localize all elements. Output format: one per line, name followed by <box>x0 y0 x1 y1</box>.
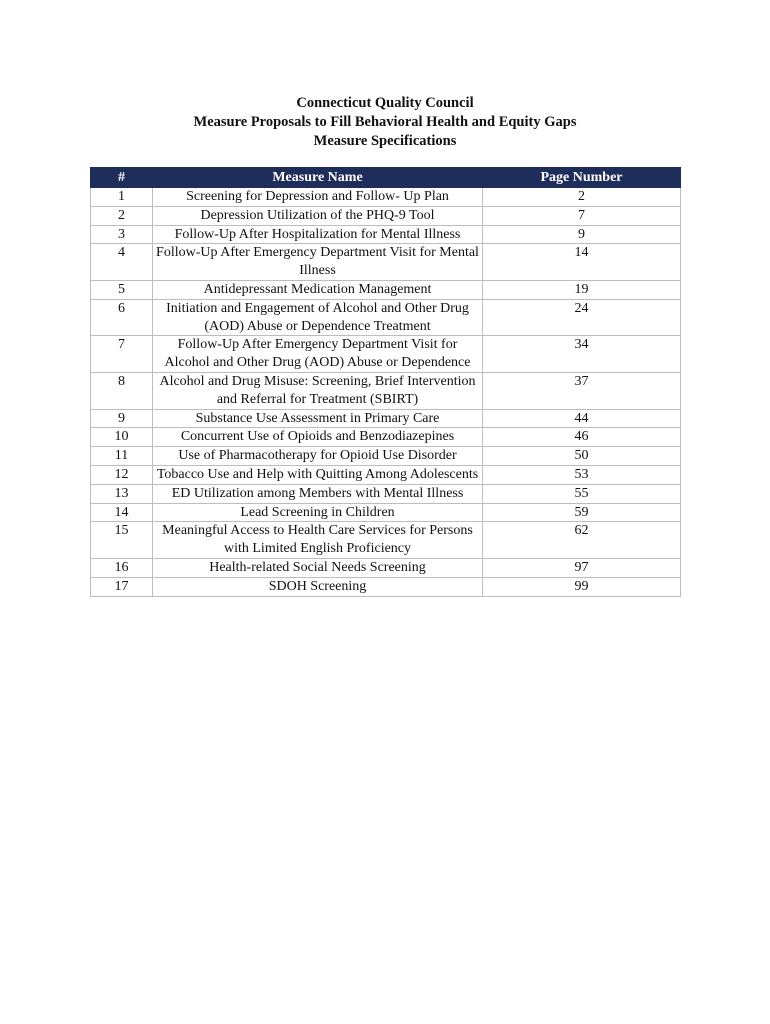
measure-name: ED Utilization among Members with Mental Illness <box>153 484 483 503</box>
measure-name: Follow-Up After Emergency Department Visit for Alcohol and Other Drug (AOD) Abuse or Dependence <box>153 336 483 373</box>
measure-name: Follow-Up After Hospitalization for Mental Illness <box>153 225 483 244</box>
table-row <box>91 188 681 207</box>
council-title: Connecticut Quality Council <box>296 95 474 111</box>
measure-name: Health-related Social Needs Screening <box>153 558 483 577</box>
measure-page-number: 24 <box>483 299 681 336</box>
measure-number: 1 <box>91 188 153 207</box>
measure-number: 5 <box>91 280 153 299</box>
measure-number: 13 <box>91 484 153 503</box>
measure-name: Use of Pharmacotherapy for Opioid Use Disorder <box>153 447 483 466</box>
measure-number: 8 <box>91 372 153 409</box>
measure-name: Lead Screening in Children <box>153 503 483 522</box>
measure-name: Meaningful Access to Health Care Services for Persons with Limited English Proficiency <box>153 522 483 559</box>
measure-page-number: 59 <box>483 503 681 522</box>
measure-page-number: 46 <box>483 428 681 447</box>
measure-page-number: 34 <box>483 336 681 373</box>
measure-number: 4 <box>91 244 153 281</box>
measure-page-number: 37 <box>483 372 681 409</box>
table-row <box>91 484 681 503</box>
document-title: Measure Proposals to Fill Behavioral Health and Equity Gaps <box>193 114 577 130</box>
measure-name: Alcohol and Drug Misuse: Screening, Brief Intervention and Referral for Treatment (SBIRT) <box>153 372 483 409</box>
measure-name: Follow-Up After Emergency Department Visit for Mental Illness <box>153 244 483 281</box>
table-row <box>91 244 681 281</box>
measure-page-number: 44 <box>483 409 681 428</box>
measure-number: 12 <box>91 465 153 484</box>
measure-page-number: 99 <box>483 577 681 596</box>
measure-page-number: 55 <box>483 484 681 503</box>
measure-name: Depression Utilization of the PHQ-9 Tool <box>153 206 483 225</box>
table-row <box>91 465 681 484</box>
document-header <box>0 94 770 151</box>
column-header-number: # <box>91 168 153 188</box>
document-subtitle: Measure Specifications <box>313 133 457 149</box>
table-header-row <box>91 168 681 188</box>
table-row <box>91 409 681 428</box>
table-row <box>91 336 681 373</box>
measure-number: 11 <box>91 447 153 466</box>
measure-number: 3 <box>91 225 153 244</box>
table-row <box>91 225 681 244</box>
measure-page-number: 50 <box>483 447 681 466</box>
table-row <box>91 558 681 577</box>
table-row <box>91 280 681 299</box>
measure-name: Tobacco Use and Help with Quitting Among Adolescents <box>153 465 483 484</box>
measure-number: 10 <box>91 428 153 447</box>
measure-name: Substance Use Assessment in Primary Care <box>153 409 483 428</box>
measure-number: 7 <box>91 336 153 373</box>
measure-page-number: 9 <box>483 225 681 244</box>
measure-page-number: 97 <box>483 558 681 577</box>
measure-page-number: 53 <box>483 465 681 484</box>
measure-name: Antidepressant Medication Management <box>153 280 483 299</box>
measure-name: Screening for Depression and Follow- Up Plan <box>153 188 483 207</box>
measure-number: 9 <box>91 409 153 428</box>
table-body <box>91 188 681 597</box>
table-row <box>91 372 681 409</box>
table-row <box>91 299 681 336</box>
measure-page-number: 62 <box>483 522 681 559</box>
measure-page-number: 19 <box>483 280 681 299</box>
table-row <box>91 447 681 466</box>
column-header-measure-name: Measure Name <box>153 168 483 188</box>
measure-page-number: 7 <box>483 206 681 225</box>
measures-table <box>90 167 681 597</box>
measure-number: 15 <box>91 522 153 559</box>
measure-number: 2 <box>91 206 153 225</box>
table-row <box>91 503 681 522</box>
table-row <box>91 428 681 447</box>
measure-number: 14 <box>91 503 153 522</box>
measure-name: Initiation and Engagement of Alcohol and Other Drug (AOD) Abuse or Dependence Treatment <box>153 299 483 336</box>
measure-page-number: 2 <box>483 188 681 207</box>
measure-number: 17 <box>91 577 153 596</box>
table-row <box>91 522 681 559</box>
table-row <box>91 577 681 596</box>
measure-page-number: 14 <box>483 244 681 281</box>
table-row <box>91 206 681 225</box>
measure-name: Concurrent Use of Opioids and Benzodiazepines <box>153 428 483 447</box>
measure-number: 16 <box>91 558 153 577</box>
column-header-page-number: Page Number <box>483 168 681 188</box>
measure-name: SDOH Screening <box>153 577 483 596</box>
measure-number: 6 <box>91 299 153 336</box>
